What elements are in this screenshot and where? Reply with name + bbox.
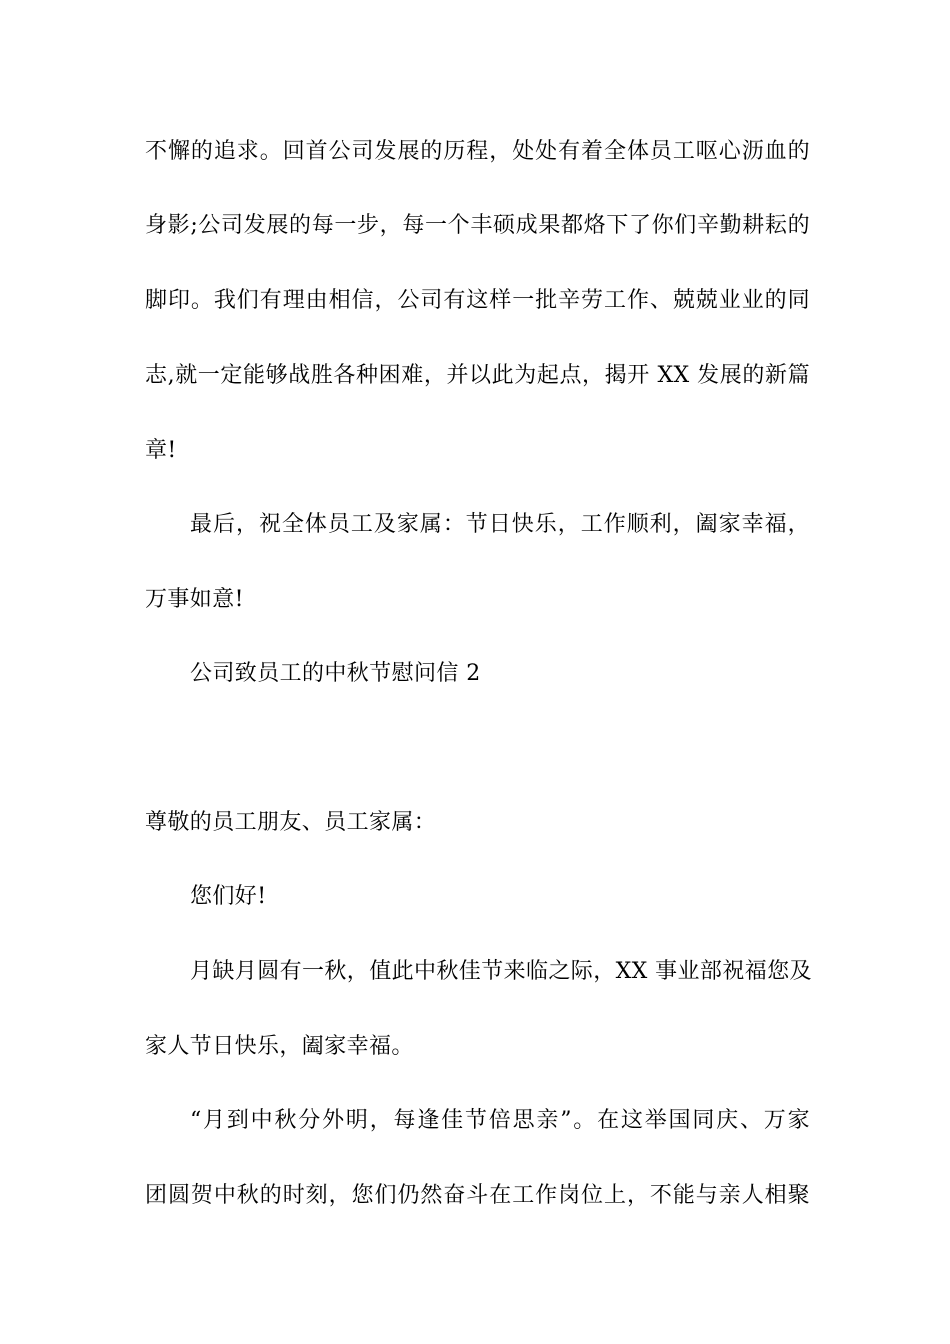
paragraph-line: 身影;公司发展的每一步，每一个丰硕成果都烙下了你们辛勤耕耘的: [145, 213, 810, 238]
paragraph-line: 月缺月圆有一秋，值此中秋佳节来临之际，XX 事业部祝福您及: [190, 959, 812, 984]
paragraph-line: “月到中秋分外明，每逢佳节倍思亲”。在这举国同庆、万家: [190, 1108, 810, 1133]
paragraph-line: 章!: [145, 438, 177, 463]
paragraph-line: 万事如意!: [145, 587, 244, 612]
greeting: 您们好!: [190, 884, 267, 909]
paragraph-line: 不懈的追求。回首公司发展的历程，处处有着全体员工呕心沥血的: [145, 139, 810, 164]
paragraph-line: 家人节日快乐，阖家幸福。: [145, 1034, 414, 1059]
paragraph-line: 团圆贺中秋的时刻，您们仍然奋斗在工作岗位上，不能与亲人相聚: [145, 1183, 810, 1208]
paragraph-line: 脚印。我们有理由相信，公司有这样一批辛劳工作、兢兢业业的同: [145, 288, 810, 313]
paragraph-line: 志,就一定能够战胜各种困难，并以此为起点，揭开 XX 发展的新篇: [145, 363, 810, 388]
salutation: 尊敬的员工朋友、员工家属：: [145, 810, 437, 835]
paragraph-line: 最后，祝全体员工及家属：节日快乐，工作顺利，阖家幸福，: [190, 512, 810, 537]
section-title: 公司致员工的中秋节慰问信 2: [190, 661, 481, 686]
